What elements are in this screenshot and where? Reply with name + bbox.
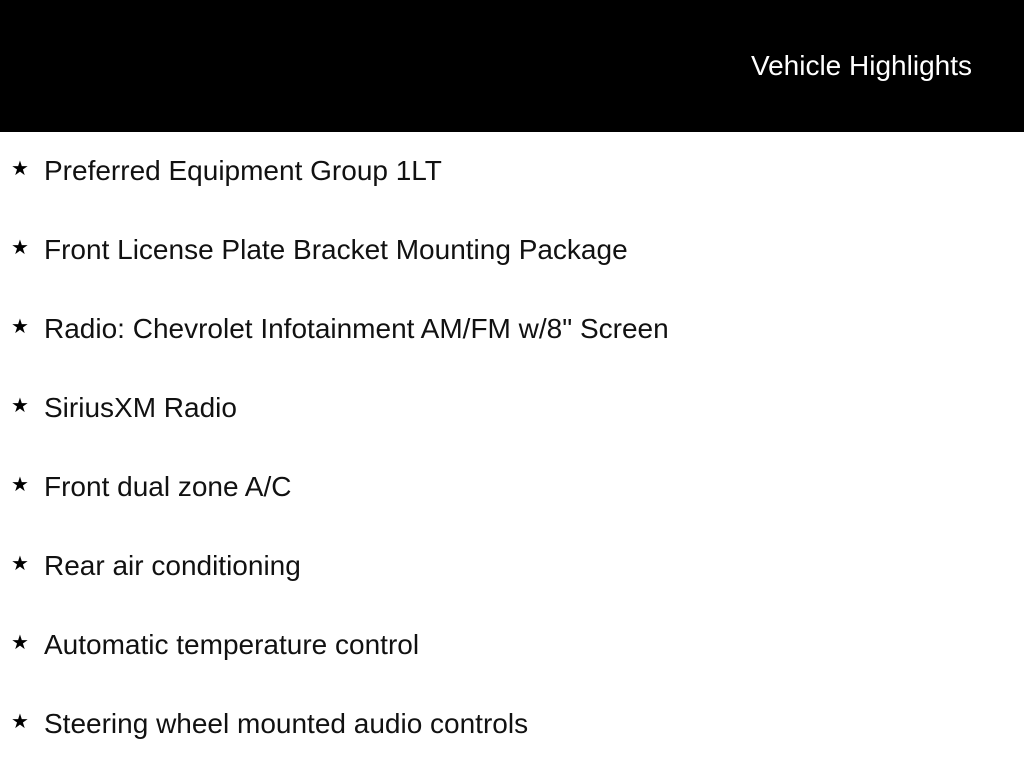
list-item bbox=[0, 290, 1024, 369]
highlight-label: Rear air conditioning bbox=[44, 550, 301, 581]
highlight-label: Front License Plate Bracket Mounting Package bbox=[44, 234, 628, 265]
star-icon: ★ bbox=[11, 632, 29, 654]
star-icon: ★ bbox=[11, 395, 29, 417]
star-icon: ★ bbox=[11, 474, 29, 496]
list-item bbox=[0, 369, 1024, 448]
list-item bbox=[0, 448, 1024, 527]
highlight-label: Radio: Chevrolet Infotainment AM/FM w/8" Screen bbox=[44, 313, 669, 344]
star-icon: ★ bbox=[11, 237, 29, 259]
list-item bbox=[0, 132, 1024, 211]
highlight-label: Preferred Equipment Group 1LT bbox=[44, 155, 442, 186]
star-icon: ★ bbox=[11, 316, 29, 338]
page-title: Vehicle Highlights bbox=[750, 50, 972, 81]
list-item bbox=[0, 527, 1024, 606]
highlight-label: SiriusXM Radio bbox=[44, 392, 237, 423]
list-item bbox=[0, 606, 1024, 685]
highlight-label: Front dual zone A/C bbox=[44, 471, 292, 502]
list-item bbox=[0, 211, 1024, 290]
highlights-header bbox=[0, 0, 1024, 132]
highlight-label: Steering wheel mounted audio controls bbox=[44, 708, 529, 739]
list-item bbox=[0, 685, 1024, 764]
star-icon: ★ bbox=[11, 158, 29, 180]
highlight-label: Automatic temperature control bbox=[44, 629, 420, 660]
highlights-list bbox=[0, 132, 1024, 764]
star-icon: ★ bbox=[11, 553, 29, 575]
star-icon: ★ bbox=[11, 711, 29, 733]
